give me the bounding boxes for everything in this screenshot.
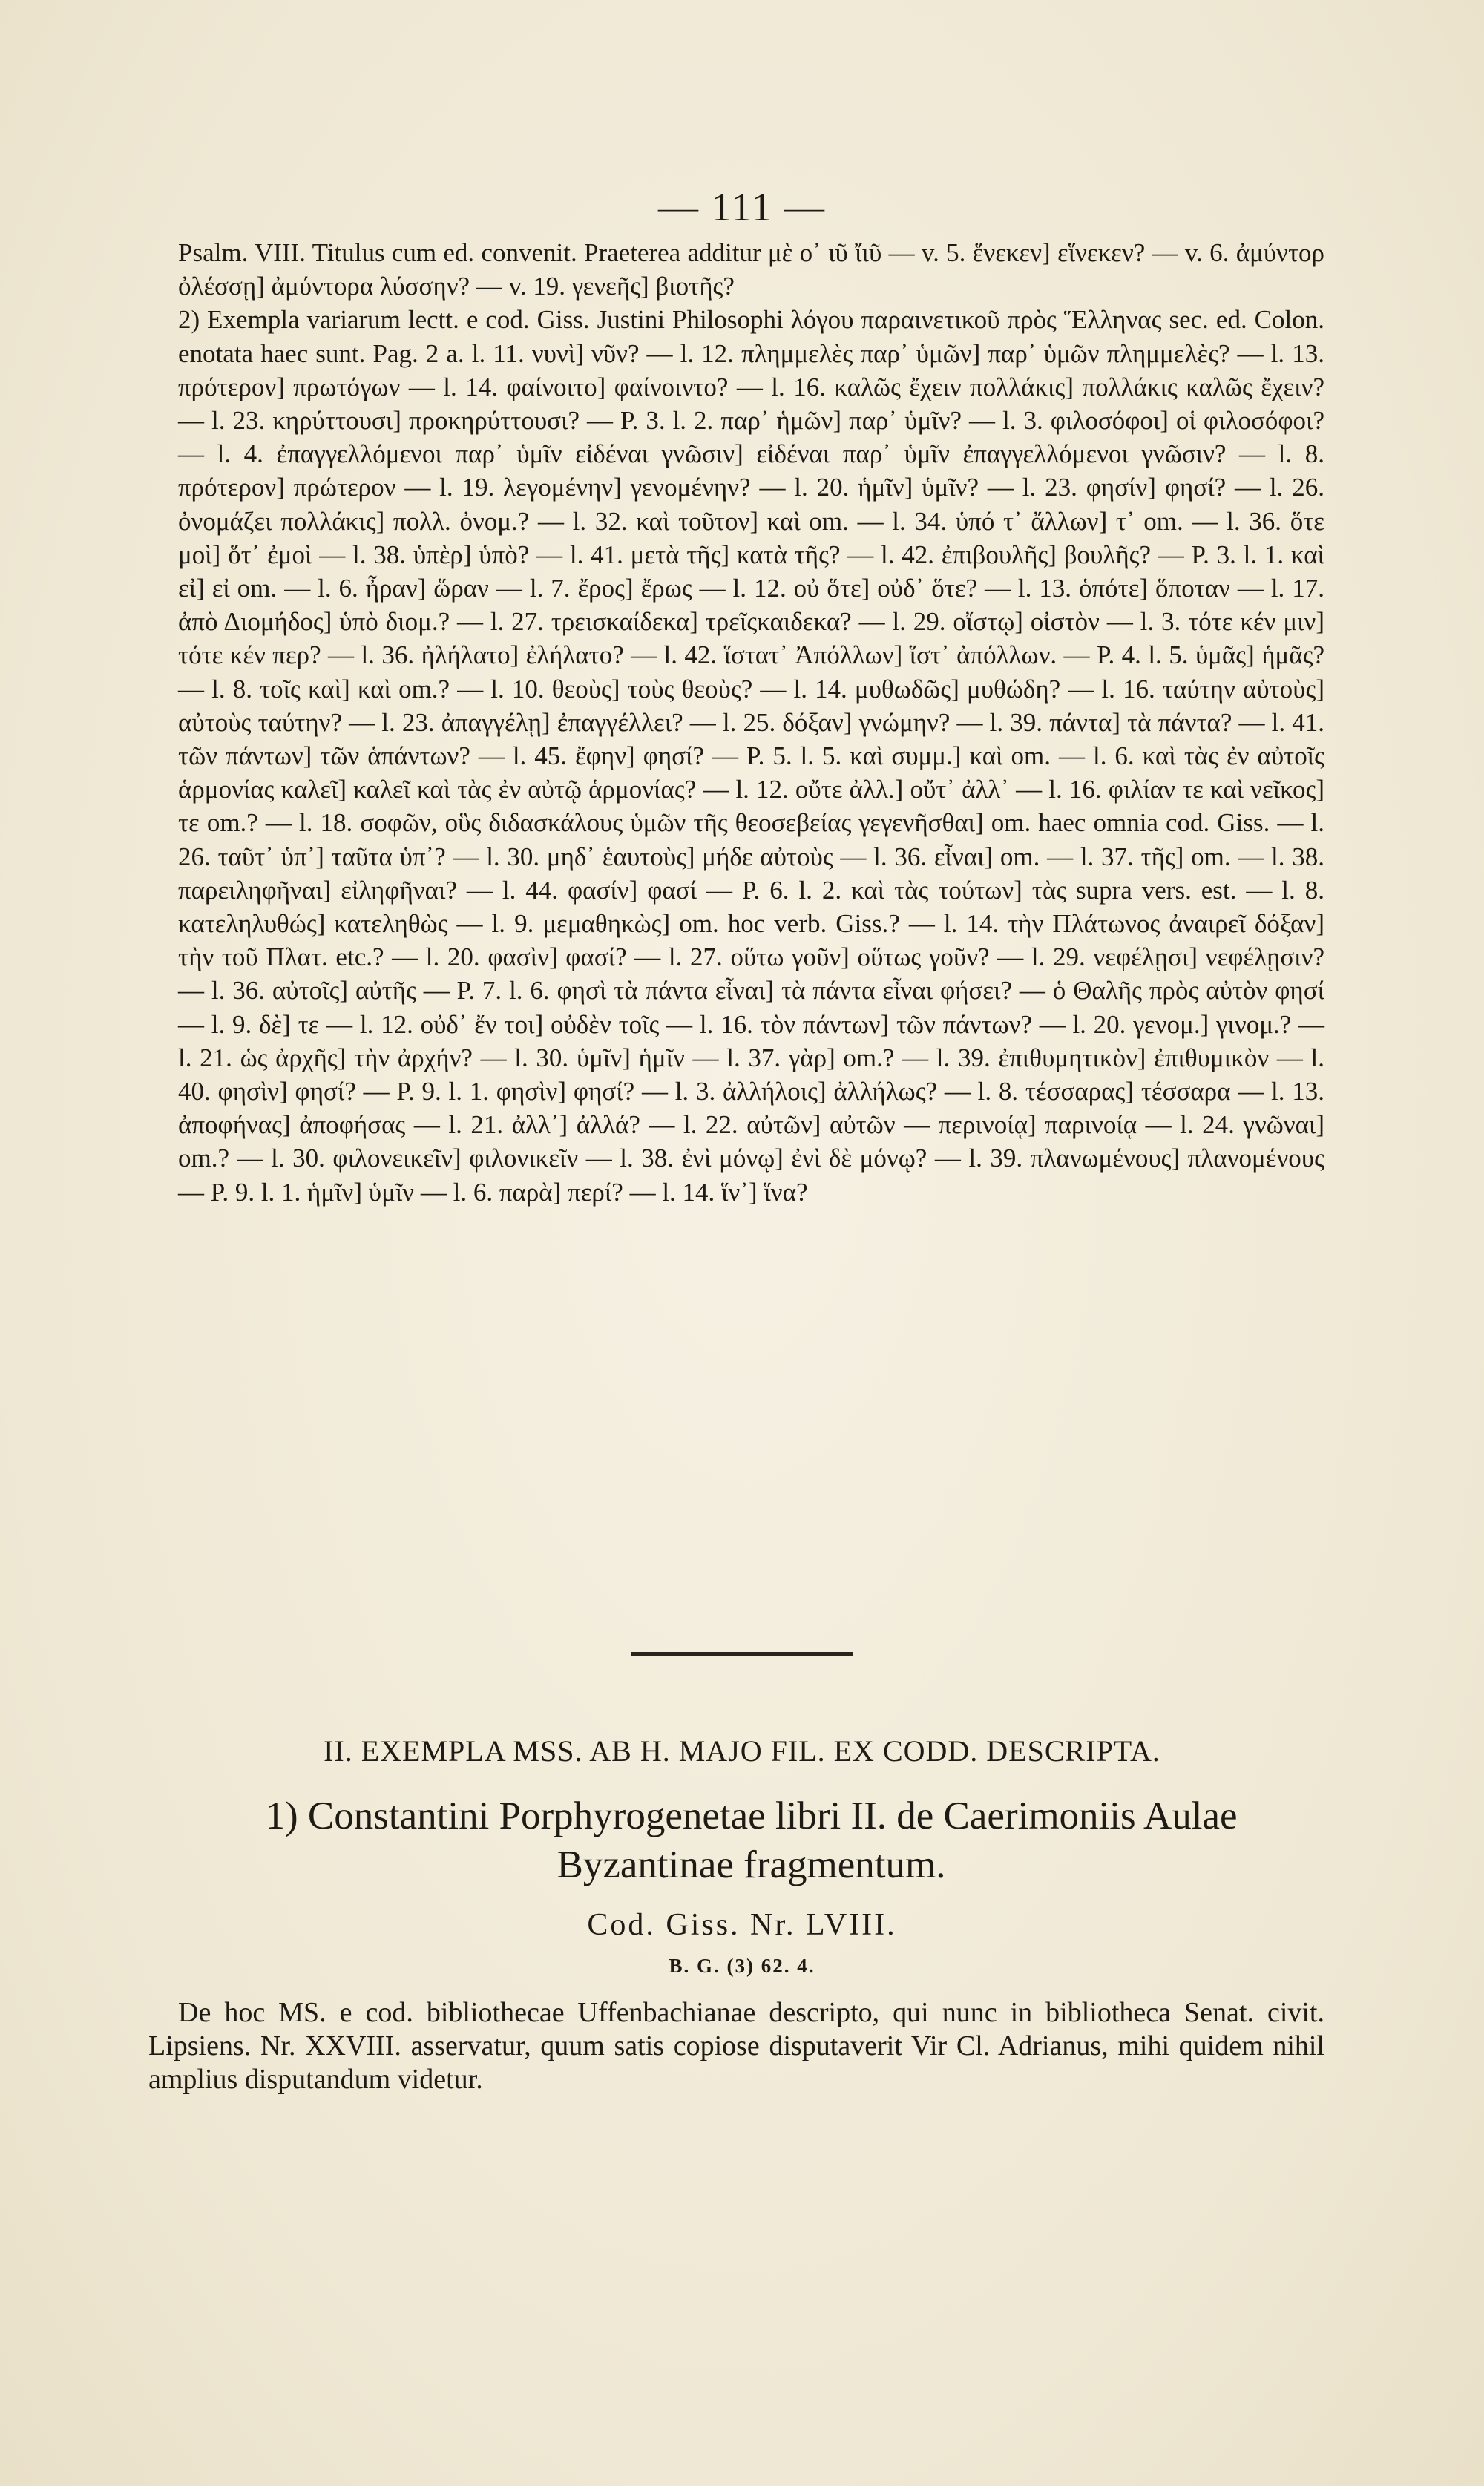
shelfmark: B. G. (3) 62. 4. xyxy=(669,1955,815,1977)
notes-paragraph-psalm: Psalm. VIII. Titulus cum ed. convenit. Praeterea additur μὲ ο᾽ ιῦ ἴιῦ — v. 5. ἕνεκεν] εἵνεκεν? — v. 6. ἀμύντορ ὀλέσσῃ] ἀμύντορα λύσσην? — v. 19. γενεῆς] βιοτῆς? xyxy=(178,238,1324,301)
section-heading: II. EXEMPLA MSS. AB H. MAJO FIL. EX CODD. DESCRIPTA. xyxy=(324,1734,1160,1768)
fragment-title: 1) Constantini Porphyrogenetae libri II. de Caerimoniis Aulae Byzantinae fragmentum. xyxy=(265,1794,1238,1886)
notes-paragraph-justin: 2) Exempla variarum lectt. e cod. Giss. Justini Philosophi λόγου παραινετικοῦ πρὸς Ἕλληνας sec. ed. Colon. enotata haec sunt. Pag. 2 a. l. 11. νυνὶ] νῦν? — l. 12. πλημμελὲς παρ᾽ ὑμῶν] παρ᾽ ὑμῶν πλημμελὲς? — l. 13. πρότερον] πρωτόγων — l. 14. φαίνοιτο] φαίνοιντο? — l. 16. καλῶς ἔχειν πολλάκις] πολλάκις καλῶς ἔχειν? — l. 23. κηρύττουσι] προκηρύττουσι? — P. 3. l. 2. παρ᾽ ἡμῶν] παρ᾽ ὑμῖν? — l. 3. φιλοσόφοι] οἱ φιλοσόφοι? — l. 4. ἐπαγγελλόμενοι παρ᾽ ὑμῖν εἰδέναι γνῶσιν] εἰδέναι παρ᾽ ὑμῖν ἐπαγγελλόμενοι γνῶσιν? — l. 8. πρότερον] πρώτερον — l. 19. λεγομένην] γενομένην? — l. 20. ἡμῖν] ὑμῖν? — l. 23. φησίν] φησί? — l. 26. ὀνομάζει πολλάκις] πολλ. ὀνομ.? — l. 32. καὶ τοῦτον] καὶ om. — l. 34. ὑπό τ᾽ ἄλλων] τ᾽ om. — l. 36. ὅτε μοὶ] ὅτ᾽ ἐμοὶ — l. 38. ὑπὲρ] ὑπὸ? — l. 41. μετὰ τῆς] κατὰ τῆς? — l. 42. ἐπιβουλῆς] βουλῆς? — P. 3. l. 1. καὶ εἰ] εἰ om. — l. 6. ἦραν] ὥραν — l. 7. ἔρος] ἔρως — l. 12. οὐ ὅτε] οὐδ᾽ ὅτε? — l. 13. ὁπότε] ὅποταν — l. 17. ἀπὸ Διομήδος] ὑπὸ διομ.? — l. 27. τρεισκαίδεκα] τρεῖςκαιδεκα? — l. 29. οἴστῳ] οἰστὸν — l. 3. τότε κέν μιν] τότε κέν περ? — l. 36. ἠλήλατο] ἐλήλατο? — l. 42. ἵστατ᾽ Ἀπόλλων] ἵστ᾽ ἀπόλλων. — P. 4. l. 5. ὑμᾶς] ἡμᾶς? — l. 8. τοῖς καὶ] καὶ om.? — l. 10. θεοὺς] τοὺς θεοὺς? — l. 14. μυθωδῶς] μυθώδη? — l. 16. ταύτην αὐτοὺς] αὐτοὺς ταύτην? — l. 23. ἀπαγγέλῃ] ἐπαγγέλλει? — l. 25. δόξαν] γνώμην? — l. 39. πάντα] τὰ πάντα? — l. 41. τῶν πάντων] τῶν ἁπάντων? — l. 45. ἔφην] φησί? — P. 5. l. 5. καὶ συμμ.] καὶ om. — l. 6. καὶ τὰς ἐν αὐτοῖς ἁρμονίας καλεῖ] καλεῖ καὶ τὰς ἐν αὐτῷ ἁρμονίας? — l. 12. οὔτε ἀλλ.] οὔτ᾽ ἀλλ᾽ — l. 16. φιλίαν τε καὶ νεῖκος] τε om.? — l. 18. σοφῶν, οὓς διδασκάλους ὑμῶν τῆς θεοσεβείας γεγενῆσθαι] om. haec omnia cod. Giss. — l. 26. ταῦτ᾽ ὑπ᾽] ταῦτα ὑπ᾽? — l. 30. μηδ᾽ ἑαυτοὺς] μήδε αὐτοὺς — l. 36. εἶναι] om. — l. 37. τῆς] om. — l. 38. παρειληφῆναι] εἰληφῆναι? — l. 44. φασίν] φασί — P. 6. l. 2. καὶ τὰς τούτων] τὰς supra vers. est. — l. 8. κατεληλυθώς] κατεληθὼς — l. 9. μεμαθηκὼς] om. hoc verb. Giss.? — l. 14. τὴν Πλάτωνος ἀναιρεῖ δόξαν] τὴν τοῦ Πλατ. etc.? — l. 20. φασὶν] φασί? — l. 27. οὕτω γοῦν] οὕτως γοῦν? — l. 29. νεφέλῃσι] νεφέλῃσιν? — l. 36. αὐτοῖς] αὐτῆς — P. 7. l. 6. φησὶ τὰ πάντα εἶναι] τὰ πάντα εἶναι φήσει? — ὁ Θαλῆς πρὸς αὐτὸν φησί — l. 9. δὲ] τε — l. 12. οὐδ᾽ ἔν τοι] οὐδὲν τοῖς — l. 16. τὸν πάντων] τῶν πάντων? — l. 20. γενομ.] γινομ.? — l. 21. ὡς ἀρχῆς] τὴν ἀρχήν? — l. 30. ὑμῖν] ἡμῖν — l. 37. γὰρ] om.? — l. 39. ἐπιθυμητικὸν] ἐπιθυμικὸν — l. 40. φησὶν] φησί? — P. 9. l. 1. φησὶν] φησί? — l. 3. ἀλλήλοις] ἀλλήλως? — l. 8. τέσσαρας] τέσσαρα — l. 13. ἀποφήνας] ἀποφήσας — l. 21. ἀλλ᾽] ἀλλά? — l. 22. αὐτῶν] αὐτῶν — περινοίᾳ] παρινοίᾳ — l. 24. γνῶναι] om.? — l. 30. φιλονεικεῖν] φιλονικεῖν — l. 38. ἐνὶ μόνῳ] ἐνὶ δὲ μόνῳ? — l. 39. πλανωμένους] πλανομένους — P. 9. l. 1. ἡμῖν] ὑμῖν — l. 6. παρὰ] περί? — l. 14. ἵν᾽] ἵνα? xyxy=(178,305,1324,1207)
page-number: — 111 — xyxy=(658,185,826,229)
codex-label: Cod. Giss. Nr. LVIII. xyxy=(587,1908,897,1942)
critical-notes xyxy=(178,236,1324,1209)
body-paragraph: De hoc MS. e cod. bibliothecae Uffenbachianae descripto, qui nunc in bibliotheca Senat. civit. Lipsiens. Nr. XXVIII. asservatur, quum satis copiose disputaverit Vir Cl. Adrianus, mihi quidem nihil amplius disputandum videtur. xyxy=(148,1997,1324,2095)
section-divider xyxy=(631,1652,853,1656)
